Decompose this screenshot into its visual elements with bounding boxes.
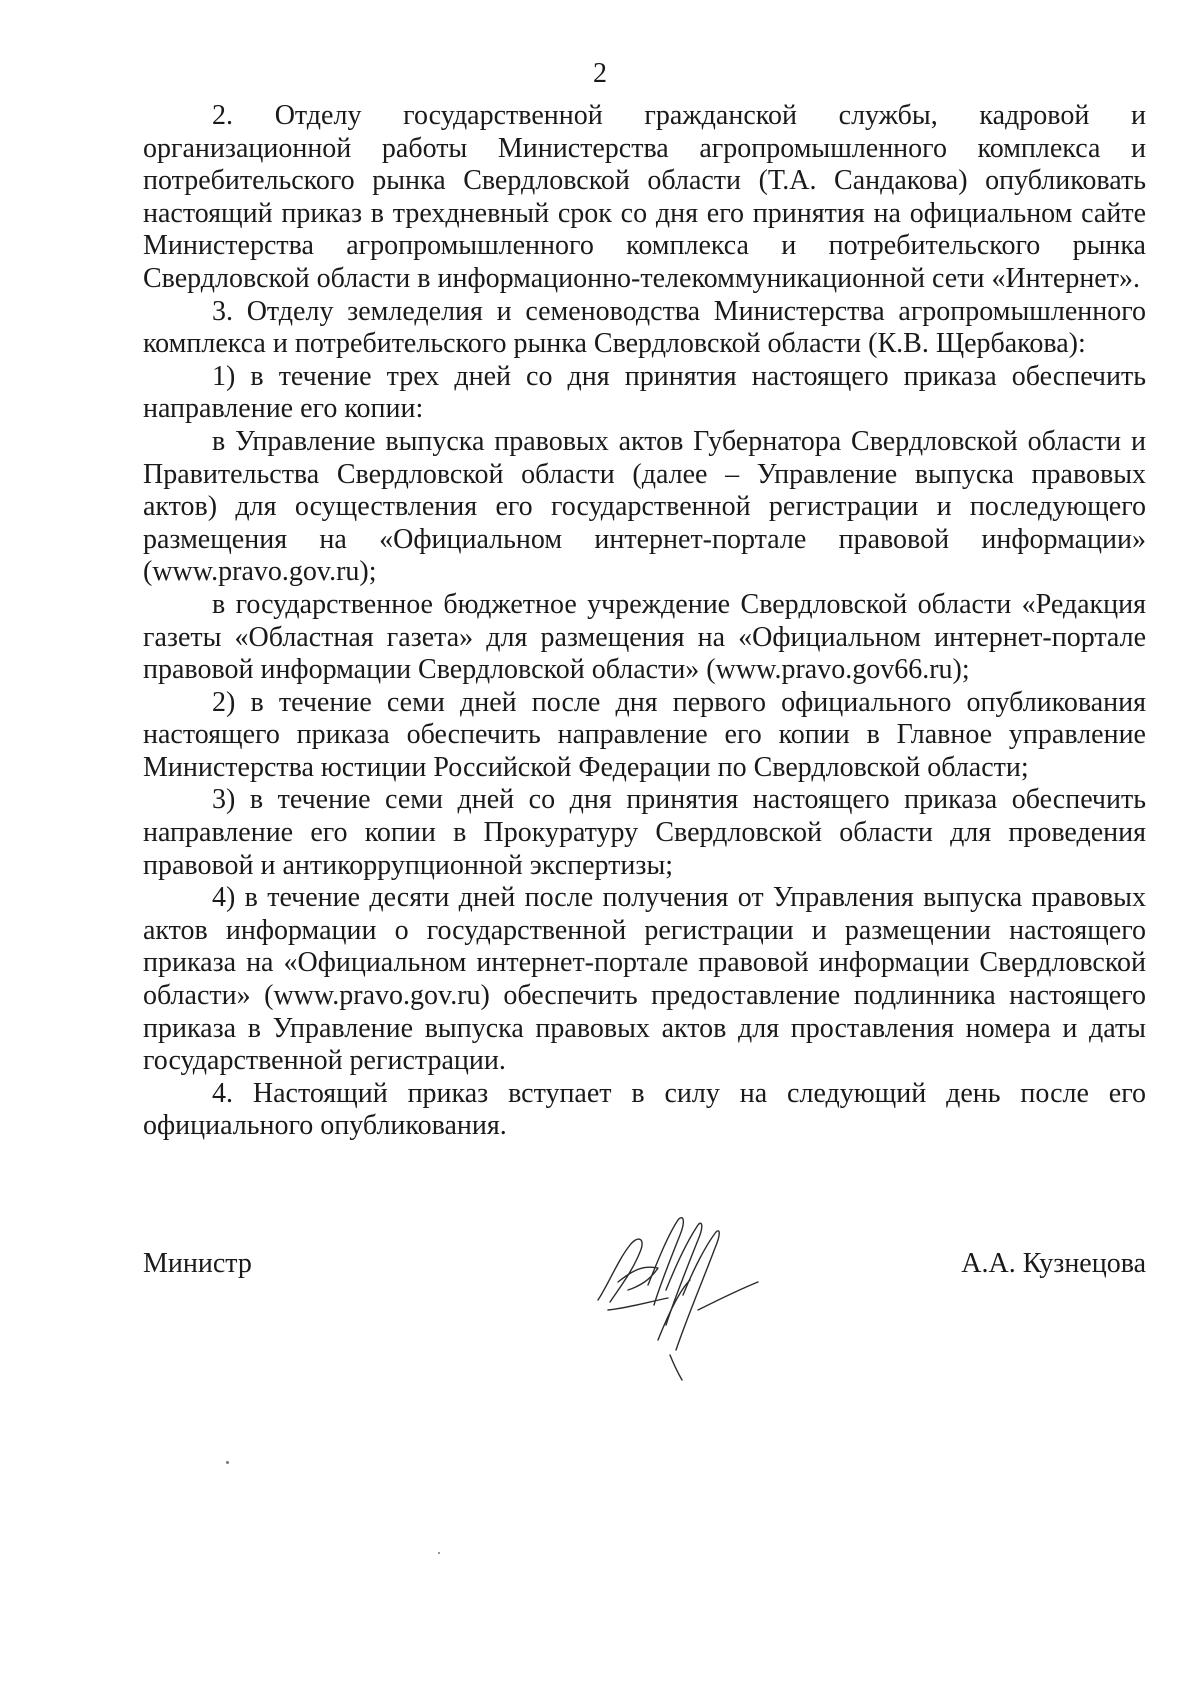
document-body <box>143 100 1146 1143</box>
paragraph-2-publication: 2. Отделу государственной гражданской службы, кадровой и организационной работы Министерства агропромышленного комплекса и потребительского рынка Свердловской области (Т.А. Сандакова) опубликовать настоящий приказ в трехдневный срок со дня его принятия на официальном сайте Министерства агропромышленного комплекса и потребительского рынка Свердловской области в информационно-телекоммуникационной сети «Интернет». <box>143 100 1146 294</box>
subitem-4-original: 4) в течение десяти дней после получения от Управления выпуска правовых актов информации о государственной регистрации и размещении настоящего приказа на «Официальном интернет-портале правовой информации Свердловской области» (www.pravo.gov.ru) обеспечить предоставление подлинника настоящего приказа в Управление выпуска правовых актов для проставления номера и даты государственной регистрации. <box>143 882 1146 1077</box>
subitem-1-recipient-governor: в Управление выпуска правовых актов Губернатора Свердловской области и Правительства Свердловской области (далее – Управление выпуска правовых актов) для осуществления его государственной регистрации и последующего размещения на «Официальном интернет-портале правовой информации» (www.pravo.gov.ru); <box>143 425 1146 588</box>
signatory-title: Министр <box>143 1248 252 1279</box>
signatory-name: А.А. Кузнецова <box>961 1248 1146 1279</box>
handwritten-signature <box>588 1190 768 1390</box>
paragraph-4-effective: 4. Настоящий приказ вступает в силу на следующий день после его официального опубликования. <box>143 1077 1146 1142</box>
paragraph-3-department: 3. Отделу земледелия и семеноводства Министерства агропромышленного комплекса и потребительского рынка Свердловской области (К.В. Щербакова): <box>143 295 1146 360</box>
page-number: 2 <box>593 58 607 89</box>
subitem-3-prosecutor: 3) в течение семи дней со дня принятия настоящего приказа обеспечить направление его копии в Прокуратуру Свердловской области для проведения правовой и антикоррупционной экспертизы; <box>143 784 1146 881</box>
subitem-1-copies: 1) в течение трех дней со дня принятия настоящего приказа обеспечить направление его копии: <box>143 360 1146 425</box>
scan-speck <box>226 1461 229 1464</box>
subitem-2-justice: 2) в течение семи дней после дня первого официального опубликования настоящего приказа обеспечить направление его копии в Главное управление Министерства юстиции Российской Федерации по Свердловской области; <box>143 686 1146 783</box>
scan-speck <box>438 1552 440 1554</box>
subitem-1-recipient-gazette: в государственное бюджетное учреждение Свердловской области «Редакция газеты «Областная газета» для размещения на «Официальном интернет-портале правовой информации Свердловской области» (www.pravo.gov66.ru); <box>143 588 1146 686</box>
